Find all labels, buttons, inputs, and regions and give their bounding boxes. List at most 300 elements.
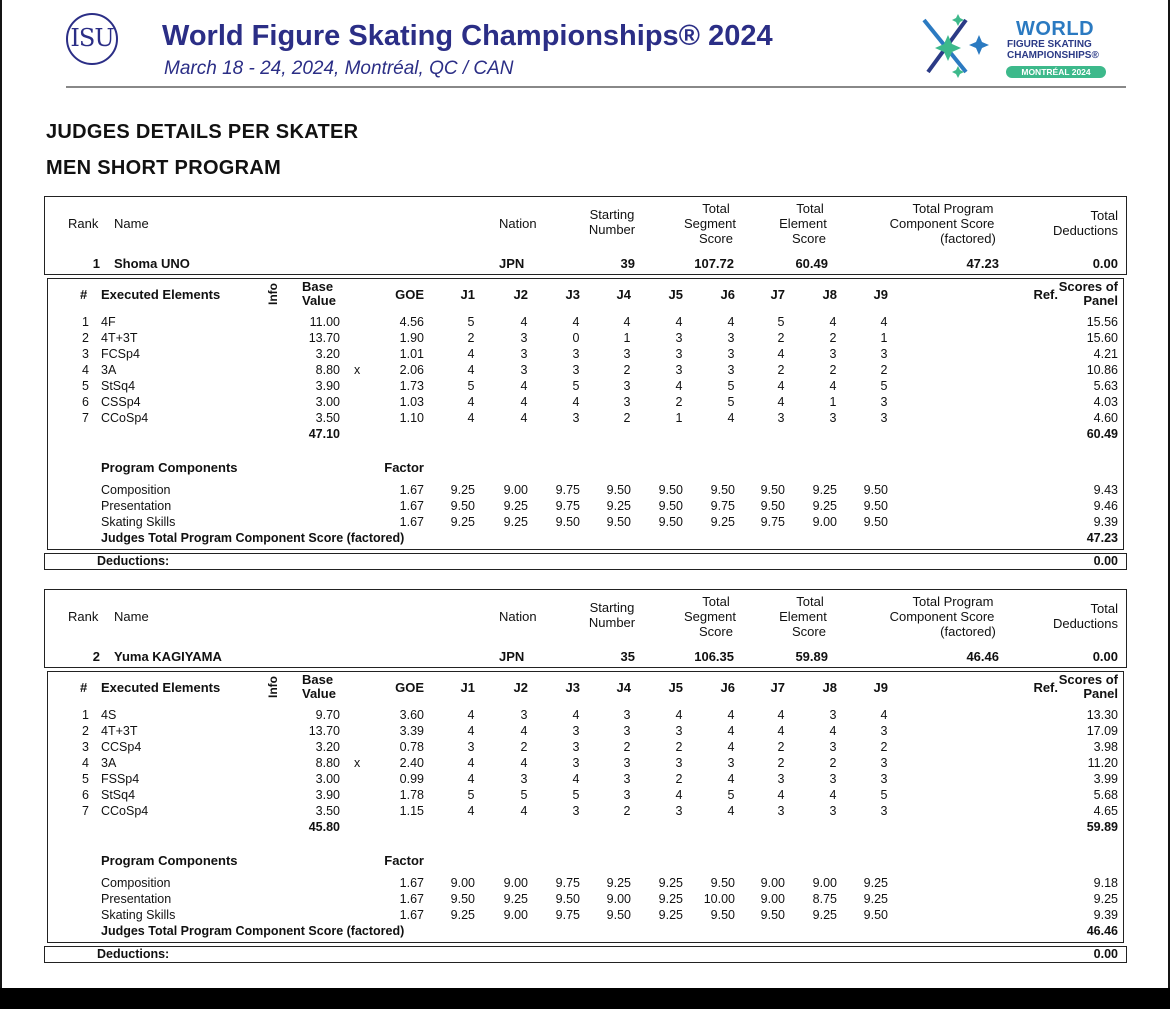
element-goe: 0.99 <box>399 772 424 786</box>
rank-header: Rank <box>68 609 99 624</box>
element-panel-score: 17.09 <box>1086 724 1118 738</box>
judge-score: 4 <box>727 411 735 425</box>
judge-score: 2 <box>467 331 475 345</box>
judge-score: 2 <box>880 740 888 754</box>
deductions-value: 0.00 <box>1093 554 1118 568</box>
base-value-header: Base <box>302 672 334 687</box>
judges-total-pcs-value: 46.46 <box>1086 924 1118 938</box>
element-number: 1 <box>82 315 89 329</box>
judge-score: 3 <box>572 724 580 738</box>
judge-score: 2 <box>623 740 631 754</box>
total-segment-score: 106.35 <box>694 649 734 664</box>
screen-bottom-bar <box>0 988 1170 1009</box>
deductions-label: Deductions: <box>97 947 170 961</box>
element-panel-score: 15.60 <box>1086 331 1118 345</box>
component-judge-score: 9.75 <box>710 499 735 513</box>
report-title: JUDGES DETAILS PER SKATER <box>46 121 359 143</box>
judge-header: J4 <box>616 287 631 302</box>
pcs-header: Total Program <box>912 201 994 216</box>
component-judge-score: 9.50 <box>658 483 683 497</box>
component-judge-score: 9.50 <box>658 499 683 513</box>
elements-panel-total: 60.49 <box>1086 427 1118 441</box>
component-judge-score: 9.75 <box>555 876 580 890</box>
judge-score: 4 <box>467 347 475 361</box>
component-judge-score: 9.50 <box>606 908 631 922</box>
tes-header: Element <box>779 609 827 624</box>
component-judge-score: 9.50 <box>606 515 631 529</box>
component-judge-score: 9.50 <box>658 515 683 529</box>
component-judge-score: 9.75 <box>760 515 785 529</box>
judge-score: 5 <box>467 788 475 802</box>
component-judge-score: 9.00 <box>760 876 785 890</box>
element-base-value: 13.70 <box>308 331 340 345</box>
element-goe: 1.01 <box>399 347 424 361</box>
judge-score: 3 <box>623 772 631 786</box>
judge-score: 2 <box>777 740 785 754</box>
element-number: 2 <box>82 331 89 345</box>
component-judge-score: 10.00 <box>703 892 735 906</box>
judge-score: 3 <box>880 804 888 818</box>
judge-score: 3 <box>520 708 528 722</box>
element-code: StSq4 <box>101 379 136 393</box>
element-panel-score: 10.86 <box>1086 363 1118 377</box>
judge-score: 3 <box>675 804 683 818</box>
component-judge-score: 9.25 <box>606 499 631 513</box>
total-element-score: 60.49 <box>795 256 828 271</box>
judge-score: 3 <box>520 772 528 786</box>
component-judge-score: 9.75 <box>555 499 580 513</box>
element-base-value: 3.50 <box>315 804 340 818</box>
judge-score: 2 <box>675 740 683 754</box>
skater-nation: JPN <box>499 649 525 664</box>
judge-score: 2 <box>880 363 888 377</box>
judge-score: 3 <box>727 347 735 361</box>
component-judge-score: 9.00 <box>503 876 528 890</box>
component-name: Skating Skills <box>101 908 176 922</box>
element-goe: 1.78 <box>399 788 424 802</box>
element-panel-score: 3.98 <box>1093 740 1118 754</box>
judge-score: 3 <box>623 724 631 738</box>
element-goe: 1.90 <box>399 331 424 345</box>
judge-score: 2 <box>829 331 837 345</box>
judge-score: 5 <box>572 788 580 802</box>
scores-of-panel-header: Scores of <box>1058 672 1118 687</box>
component-name: Presentation <box>101 499 172 513</box>
total-segment-score: 107.72 <box>694 256 734 271</box>
judge-score: 4 <box>829 788 837 802</box>
judge-score: 4 <box>467 772 475 786</box>
judge-score: 3 <box>777 411 785 425</box>
judge-score: 1 <box>880 331 888 345</box>
element-goe: 2.40 <box>399 756 424 770</box>
component-judge-score: 9.00 <box>812 515 837 529</box>
starting-number-header: Starting <box>589 207 635 222</box>
judge-header: J1 <box>460 680 475 695</box>
judge-score: 2 <box>829 756 837 770</box>
judge-score: 2 <box>675 772 683 786</box>
judges-total-pcs-label: Judges Total Program Component Score (factored) <box>101 924 405 938</box>
element-base-value: 3.90 <box>315 788 340 802</box>
judge-header: J6 <box>720 287 735 302</box>
judge-score: 5 <box>727 788 735 802</box>
judge-score: 3 <box>880 347 888 361</box>
component-judge-score: 9.25 <box>450 908 475 922</box>
element-base-value: 3.00 <box>315 772 340 786</box>
judge-score: 3 <box>727 363 735 377</box>
judge-score: 5 <box>880 788 888 802</box>
component-judge-score: 9.50 <box>760 908 785 922</box>
element-code: CCSp4 <box>101 740 142 754</box>
starting-number-header: Number <box>588 222 636 237</box>
judge-score: 4 <box>675 788 683 802</box>
judge-score: 3 <box>829 708 837 722</box>
judge-score: 4 <box>467 708 475 722</box>
judge-score: 2 <box>777 756 785 770</box>
judge-score: 5 <box>572 379 580 393</box>
judge-score: 2 <box>675 395 683 409</box>
starting-number-header: Starting <box>589 600 635 615</box>
event-subtitle: March 18 - 24, 2024, Montréal, QC / CAN <box>164 58 514 79</box>
deductions-label: Deductions: <box>97 554 170 568</box>
factor-header: Factor <box>384 853 424 868</box>
element-number: 4 <box>82 363 89 377</box>
judge-header: J6 <box>720 680 735 695</box>
judge-header: J5 <box>668 287 683 302</box>
judge-score: 3 <box>880 724 888 738</box>
component-judge-score: 9.00 <box>450 876 475 890</box>
nation-header: Nation <box>499 216 537 231</box>
component-judge-score: 9.50 <box>760 483 785 497</box>
judge-score: 4 <box>727 740 735 754</box>
judge-header: J5 <box>668 680 683 695</box>
element-base-value: 11.00 <box>309 315 340 329</box>
component-judge-score: 9.25 <box>812 499 837 513</box>
deductions-header: Deductions <box>1052 616 1118 631</box>
component-judge-score: 9.50 <box>863 483 888 497</box>
component-panel-score: 9.25 <box>1093 892 1118 906</box>
component-judge-score: 9.00 <box>812 876 837 890</box>
judge-score: 3 <box>623 708 631 722</box>
judge-score: 5 <box>727 395 735 409</box>
total-deductions: 0.00 <box>1092 649 1118 664</box>
judge-score: 1 <box>829 395 837 409</box>
judge-score: 4 <box>520 411 528 425</box>
deductions-value: 0.00 <box>1093 947 1118 961</box>
judge-score: 3 <box>623 395 631 409</box>
judge-score: 3 <box>880 395 888 409</box>
judge-score: 4 <box>777 379 785 393</box>
judge-score: 4 <box>572 395 580 409</box>
judge-score: 3 <box>675 756 683 770</box>
tes-header: Score <box>792 624 826 639</box>
element-goe: 3.60 <box>399 708 424 722</box>
element-base-value: 8.80 <box>315 756 340 770</box>
element-base-value: 3.20 <box>315 740 340 754</box>
judge-score: 4 <box>467 724 475 738</box>
element-number: 1 <box>82 708 89 722</box>
judge-score: 3 <box>572 363 580 377</box>
judge-score: 2 <box>623 411 631 425</box>
executed-elements-header: Executed Elements <box>101 287 221 302</box>
pcs-header: Component Score <box>889 216 995 231</box>
element-code: CSSp4 <box>101 395 141 409</box>
skater-nation: JPN <box>499 256 525 271</box>
tss-header: Total <box>702 201 730 216</box>
judge-header: J9 <box>873 287 888 302</box>
element-number: 5 <box>82 379 89 393</box>
judge-score: 4 <box>675 315 683 329</box>
component-judge-score: 9.25 <box>812 483 837 497</box>
tss-header: Score <box>699 624 733 639</box>
judge-score: 5 <box>520 788 528 802</box>
element-number: 7 <box>82 804 89 818</box>
judge-score: 3 <box>880 772 888 786</box>
nation-header: Nation <box>499 609 537 624</box>
component-judge-score: 9.00 <box>760 892 785 906</box>
deductions-header: Total <box>1090 208 1118 223</box>
element-panel-score: 4.21 <box>1093 347 1118 361</box>
judge-header: J9 <box>873 680 888 695</box>
judge-score: 4 <box>520 379 528 393</box>
component-judge-score: 9.50 <box>555 892 580 906</box>
judge-score: 3 <box>572 740 580 754</box>
judge-header: J3 <box>565 680 580 695</box>
element-code: FSSp4 <box>101 772 140 786</box>
judge-score: 4 <box>467 756 475 770</box>
judge-score: 4 <box>727 708 735 722</box>
deductions-header: Total <box>1090 601 1118 616</box>
judge-score: 4 <box>880 708 888 722</box>
judges-total-pcs-label: Judges Total Program Component Score (factored) <box>101 531 405 545</box>
judge-score: 4 <box>520 804 528 818</box>
tss-header: Segment <box>683 216 737 231</box>
goe-header: GOE <box>395 287 424 302</box>
program-components-header: Program Components <box>101 853 238 868</box>
header-divider <box>66 86 1126 88</box>
judge-score: 3 <box>829 347 837 361</box>
name-header: Name <box>114 216 149 231</box>
judge-header: J7 <box>770 680 785 695</box>
element-number-header: # <box>80 680 88 695</box>
component-judge-score: 9.50 <box>760 499 785 513</box>
judge-score: 3 <box>829 411 837 425</box>
judge-score: 4 <box>623 315 631 329</box>
judge-score: 4 <box>675 708 683 722</box>
base-value-total: 45.80 <box>308 820 340 834</box>
component-judge-score: 9.50 <box>450 499 475 513</box>
element-base-value: 3.50 <box>315 411 340 425</box>
judge-score: 3 <box>675 724 683 738</box>
judge-score: 3 <box>623 347 631 361</box>
judge-score: 3 <box>572 347 580 361</box>
component-factor: 1.67 <box>399 892 424 906</box>
element-number: 4 <box>82 756 89 770</box>
judge-score: 5 <box>467 379 475 393</box>
total-deductions: 0.00 <box>1092 256 1118 271</box>
judge-score: 4 <box>467 804 475 818</box>
component-judge-score: 9.50 <box>450 892 475 906</box>
pcs-header: (factored) <box>940 624 996 639</box>
element-goe: 4.56 <box>399 315 424 329</box>
judge-score: 1 <box>623 331 631 345</box>
element-number: 6 <box>82 395 89 409</box>
judge-score: 3 <box>727 331 735 345</box>
judge-score: 3 <box>880 411 888 425</box>
judge-score: 2 <box>623 804 631 818</box>
goe-header: GOE <box>395 680 424 695</box>
judge-score: 4 <box>829 724 837 738</box>
pcs-header: (factored) <box>940 231 996 246</box>
component-judge-score: 9.75 <box>555 483 580 497</box>
component-panel-score: 9.43 <box>1093 483 1118 497</box>
element-code: CCoSp4 <box>101 411 149 425</box>
tes-header: Score <box>792 231 826 246</box>
element-number: 2 <box>82 724 89 738</box>
element-code: CCoSp4 <box>101 804 149 818</box>
segment-title: MEN SHORT PROGRAM <box>46 157 282 179</box>
judge-score: 4 <box>467 363 475 377</box>
scores-of-panel-header: Panel <box>1083 293 1118 308</box>
scores-of-panel-header: Scores of <box>1058 279 1118 294</box>
element-panel-score: 5.68 <box>1093 788 1118 802</box>
component-judge-score: 9.25 <box>503 515 528 529</box>
tss-header: Score <box>699 231 733 246</box>
ref-header: Ref. <box>1033 680 1058 695</box>
judge-score: 4 <box>829 315 837 329</box>
judge-score: 4 <box>520 756 528 770</box>
judge-score: 4 <box>675 379 683 393</box>
component-judge-score: 9.25 <box>710 515 735 529</box>
element-code: 3A <box>101 756 117 770</box>
tes-header: Element <box>779 216 827 231</box>
component-judge-score: 9.00 <box>503 908 528 922</box>
component-judge-score: 9.50 <box>710 908 735 922</box>
element-number: 5 <box>82 772 89 786</box>
element-code: 4T+3T <box>101 724 138 738</box>
total-pcs: 46.46 <box>966 649 999 664</box>
element-base-value: 3.20 <box>315 347 340 361</box>
judge-score: 4 <box>727 315 735 329</box>
judge-score: 3 <box>572 411 580 425</box>
skater-name: Yuma KAGIYAMA <box>114 649 222 664</box>
judge-score: 2 <box>777 331 785 345</box>
element-number-header: # <box>80 287 88 302</box>
judge-score: 3 <box>623 379 631 393</box>
info-header: Info <box>266 676 280 698</box>
element-panel-score: 3.99 <box>1093 772 1118 786</box>
element-base-value: 8.80 <box>315 363 340 377</box>
judge-score: 2 <box>520 740 528 754</box>
judge-score: 4 <box>829 379 837 393</box>
element-number: 3 <box>82 740 89 754</box>
element-base-value: 9.70 <box>315 708 340 722</box>
element-panel-score: 4.03 <box>1093 395 1118 409</box>
judge-header: J1 <box>460 287 475 302</box>
judge-score: 4 <box>520 395 528 409</box>
judge-score: 3 <box>623 788 631 802</box>
judge-score: 4 <box>520 724 528 738</box>
skater-starting-number: 39 <box>620 256 635 271</box>
judge-score: 2 <box>777 363 785 377</box>
component-judge-score: 9.25 <box>812 908 837 922</box>
tss-header: Segment <box>683 609 737 624</box>
judge-score: 3 <box>880 756 888 770</box>
element-base-value: 3.00 <box>315 395 340 409</box>
elements-panel-total: 59.89 <box>1086 820 1118 834</box>
element-number: 3 <box>82 347 89 361</box>
element-goe: 1.73 <box>399 379 424 393</box>
component-judge-score: 9.25 <box>658 908 683 922</box>
component-judge-score: 9.25 <box>450 483 475 497</box>
component-panel-score: 9.46 <box>1093 499 1118 513</box>
executed-elements-header: Executed Elements <box>101 680 221 695</box>
judge-score: 4 <box>727 772 735 786</box>
judge-score: 2 <box>829 363 837 377</box>
judge-score: 2 <box>623 363 631 377</box>
component-factor: 1.67 <box>399 908 424 922</box>
judge-score: 4 <box>777 347 785 361</box>
component-panel-score: 9.18 <box>1093 876 1118 890</box>
second-half-bonus-mark: x <box>354 363 361 377</box>
element-code: 4S <box>101 708 117 722</box>
name-header: Name <box>114 609 149 624</box>
skater-star-icon <box>920 14 1000 84</box>
component-judge-score: 9.25 <box>606 876 631 890</box>
judge-score: 4 <box>572 772 580 786</box>
component-name: Presentation <box>101 892 172 906</box>
rank-header: Rank <box>68 216 99 231</box>
judge-header: J2 <box>513 680 528 695</box>
judge-score: 1 <box>675 411 683 425</box>
judge-score: 4 <box>467 395 475 409</box>
info-header: Info <box>266 283 280 305</box>
component-judge-score: 9.75 <box>555 908 580 922</box>
deductions-header: Deductions <box>1052 223 1118 238</box>
skater-starting-number: 35 <box>620 649 635 664</box>
element-code: 3A <box>101 363 117 377</box>
total-pcs: 47.23 <box>966 256 999 271</box>
element-number: 6 <box>82 788 89 802</box>
element-panel-score: 13.30 <box>1086 708 1118 722</box>
base-value-header: Value <box>302 686 336 701</box>
judge-score: 3 <box>829 740 837 754</box>
judge-score: 4 <box>467 411 475 425</box>
component-judge-score: 9.50 <box>710 483 735 497</box>
element-code: FCSp4 <box>101 347 140 361</box>
judge-score: 4 <box>572 708 580 722</box>
component-judge-score: 9.50 <box>710 876 735 890</box>
score-sheet-page <box>2 0 1168 988</box>
component-judge-score: 9.25 <box>450 515 475 529</box>
factor-header: Factor <box>384 460 424 475</box>
component-judge-score: 9.50 <box>863 908 888 922</box>
scores-of-panel-header: Panel <box>1083 686 1118 701</box>
component-judge-score: 9.25 <box>658 892 683 906</box>
component-factor: 1.67 <box>399 483 424 497</box>
judge-score: 3 <box>829 804 837 818</box>
judge-score: 3 <box>727 756 735 770</box>
component-factor: 1.67 <box>399 515 424 529</box>
judge-header: J8 <box>822 680 837 695</box>
judge-score: 3 <box>829 772 837 786</box>
judge-score: 3 <box>520 331 528 345</box>
element-panel-score: 11.20 <box>1087 756 1118 770</box>
element-code: 4F <box>101 315 116 329</box>
element-goe: 1.03 <box>399 395 424 409</box>
judge-score: 4 <box>727 724 735 738</box>
skater-name: Shoma UNO <box>114 256 190 271</box>
component-judge-score: 9.50 <box>555 515 580 529</box>
